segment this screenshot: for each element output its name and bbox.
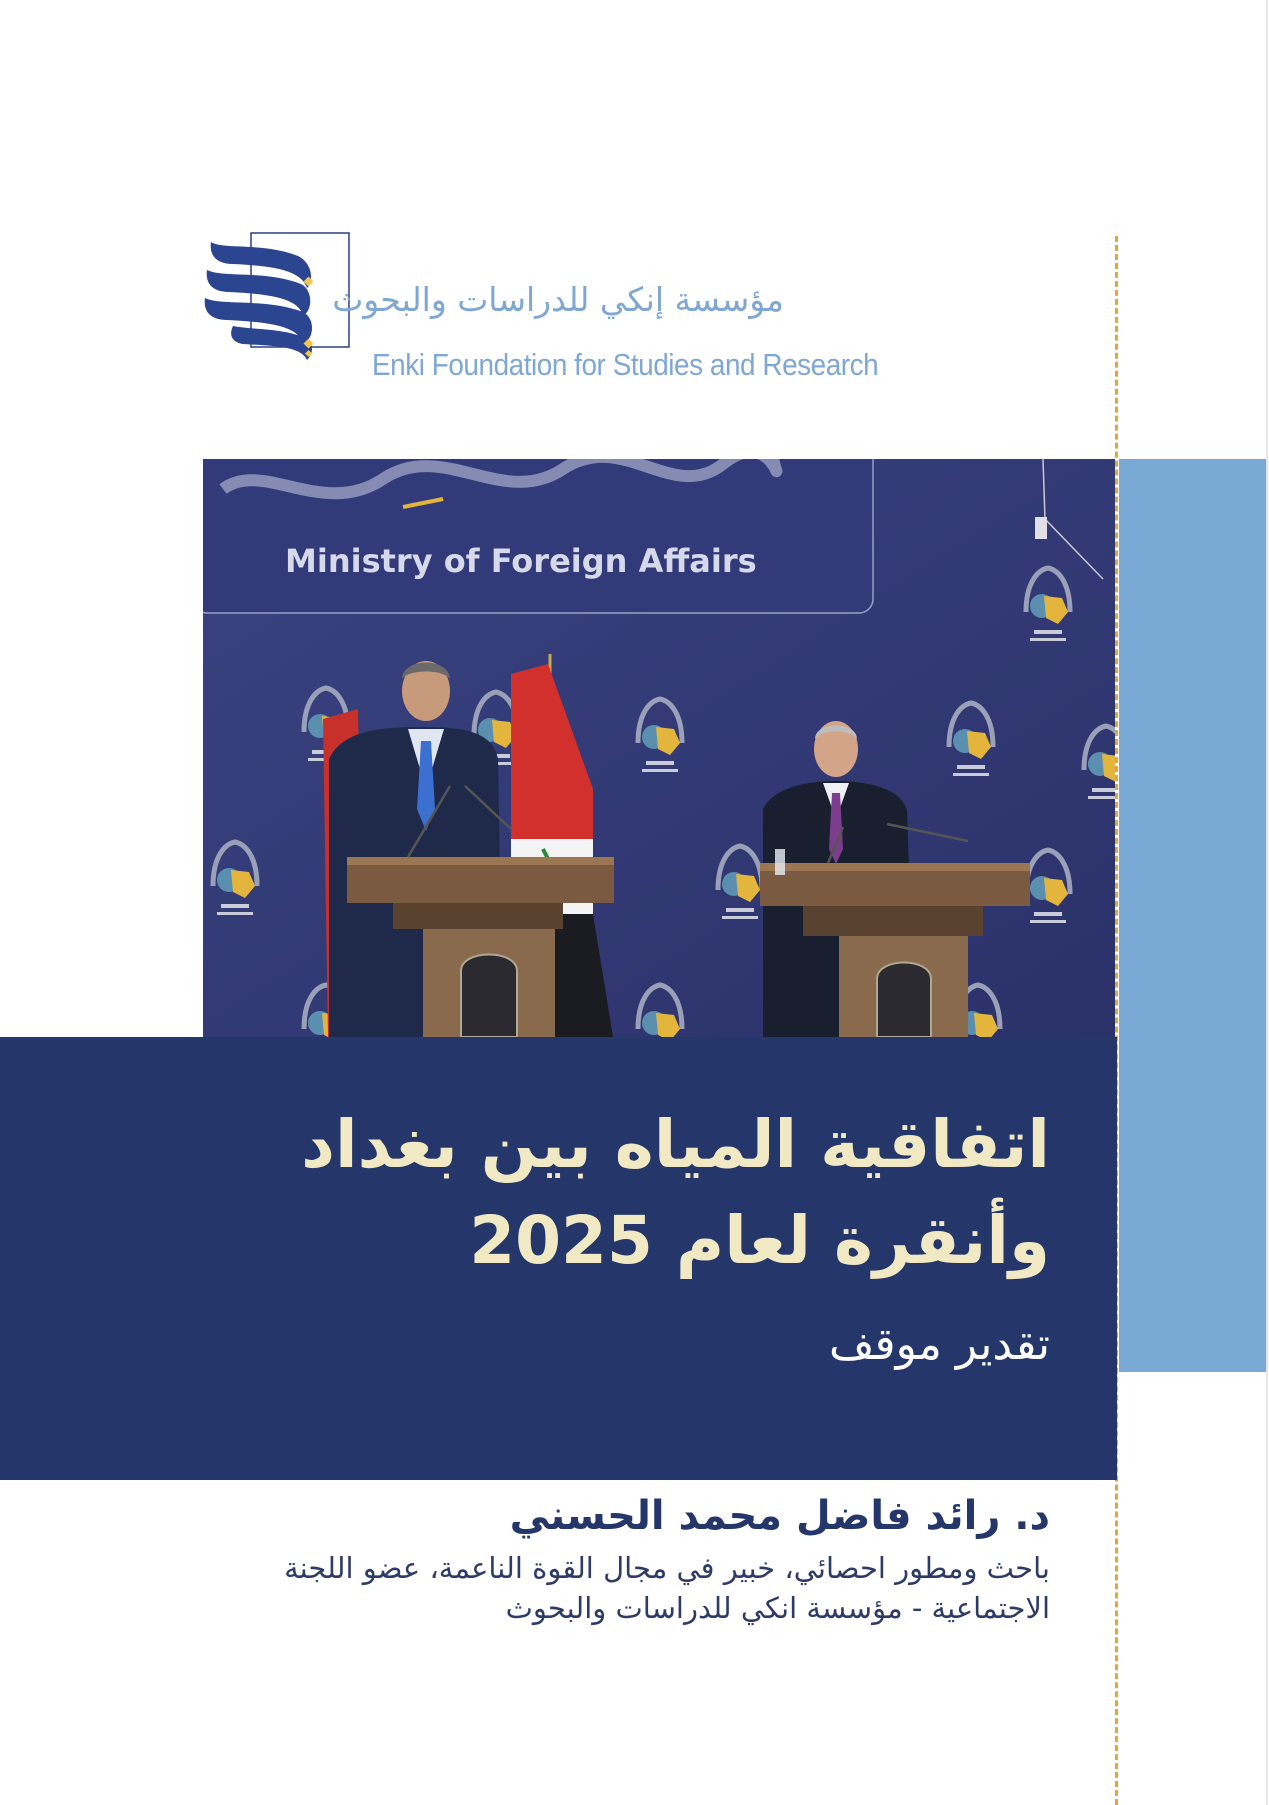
banner-text: Ministry of Foreign Affairs bbox=[285, 542, 757, 580]
report-title bbox=[301, 1097, 1050, 1289]
logo-name-arabic: مؤسسة إنكي للدراسات والبحوث bbox=[332, 280, 784, 319]
title-block bbox=[0, 1037, 1117, 1480]
dashed-divider bbox=[1115, 236, 1118, 1805]
page-edge-line bbox=[1266, 0, 1268, 1805]
author-affiliation bbox=[284, 1548, 1050, 1628]
report-type: تقدير موقف bbox=[829, 1319, 1050, 1370]
accent-block bbox=[1119, 459, 1266, 1372]
logo-name-english: Enki Foundation for Studies and Research bbox=[372, 347, 879, 382]
cover-photo bbox=[203, 459, 1115, 1037]
author-name: د. رائد فاضل محمد الحسني bbox=[509, 1493, 1050, 1539]
affiliation-line-1: باحث ومطور احصائي، خبير في مجال القوة الناعمة، عضو اللجنة bbox=[284, 1551, 1050, 1585]
title-line-1: اتفاقية المياه بين بغداد bbox=[301, 1106, 1050, 1183]
affiliation-line-2: الاجتماعية - مؤسسة انكي للدراسات والبحوث bbox=[505, 1591, 1050, 1625]
author-block bbox=[20, 1488, 1050, 1628]
enki-logo-icon bbox=[203, 230, 353, 380]
title-line-2: وأنقرة لعام 2025 bbox=[469, 1202, 1050, 1279]
